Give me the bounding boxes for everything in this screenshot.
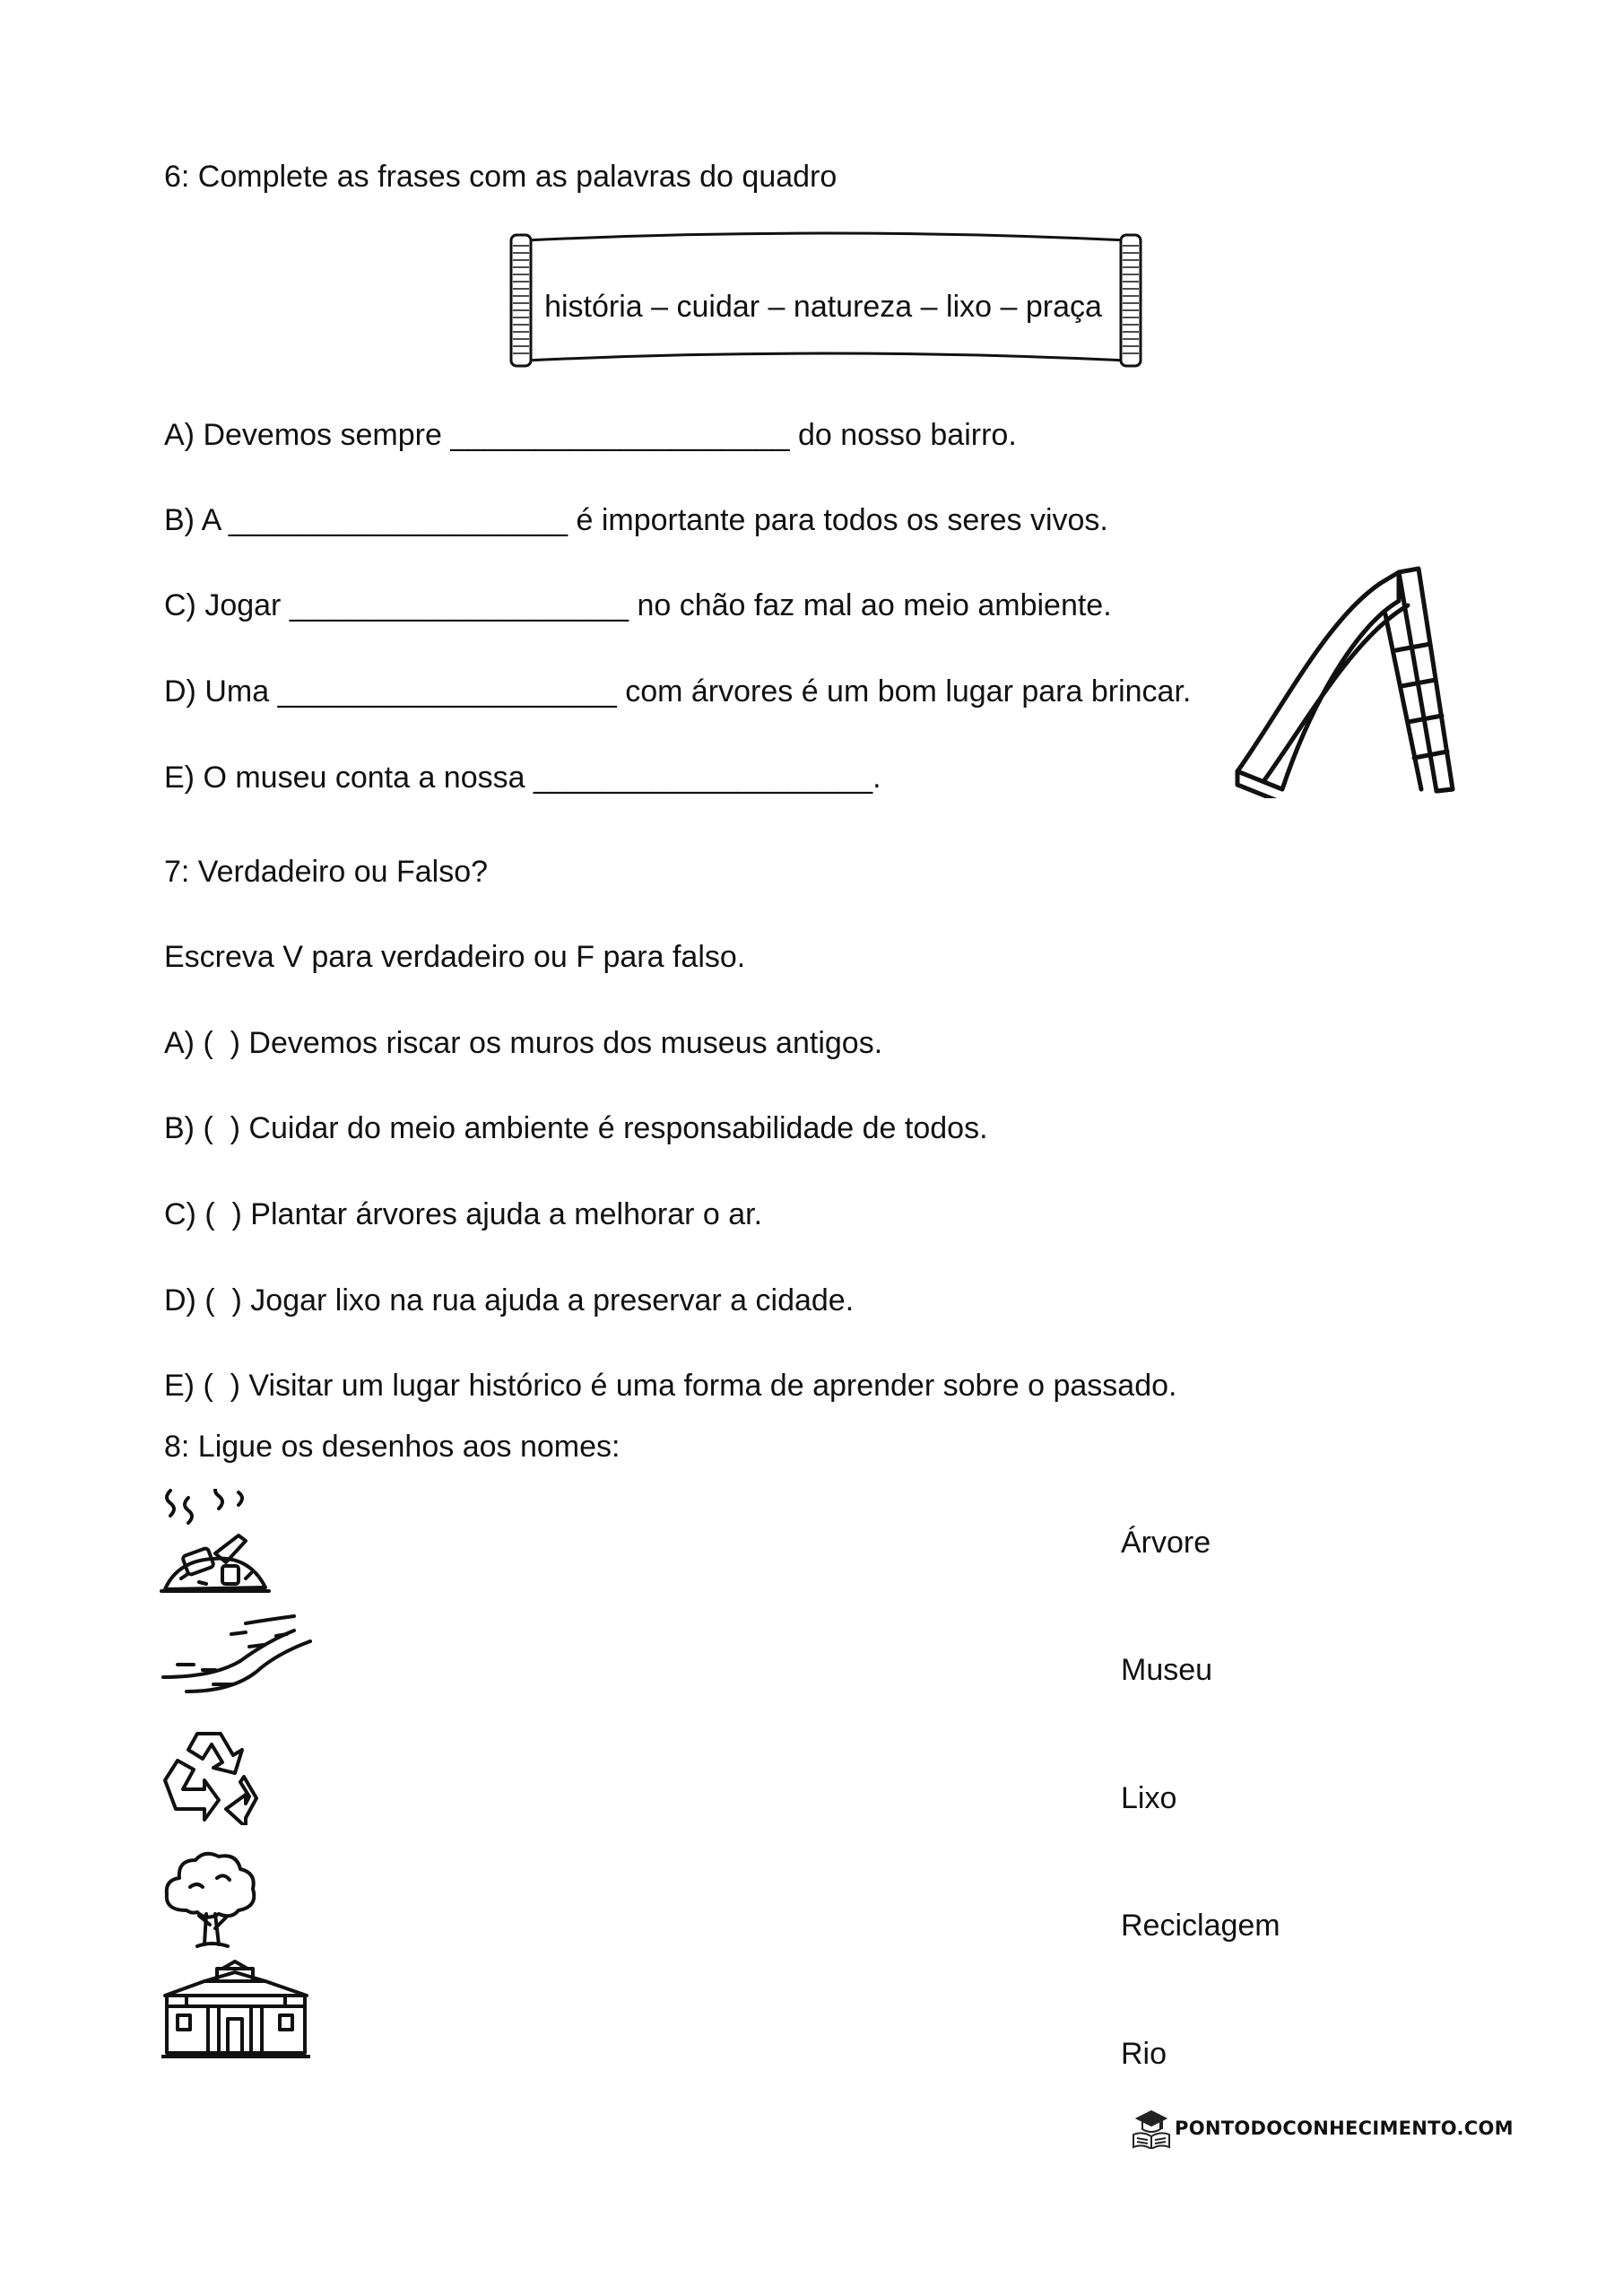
q8-name-4[interactable]: Reciclagem: [1121, 1909, 1280, 1943]
q6-heading: 6: Complete as frases com as palavras do quadro: [164, 160, 838, 194]
q8-name-3[interactable]: Lixo: [1121, 1781, 1177, 1815]
q6-item-c-blank[interactable]: ____________________: [289, 588, 629, 622]
book-graduation-cap-icon: [1132, 2108, 1171, 2149]
q8-name-5[interactable]: Rio: [1121, 2037, 1167, 2071]
q6-item-b-before: B) A: [164, 503, 229, 537]
q7-item-c[interactable]: C) ( ) Plantar árvores ajuda a melhorar o ar.: [164, 1197, 763, 1231]
q6-item-a-after: do nosso bairro.: [789, 418, 1017, 452]
q7-heading: 7: Verdadeiro ou Falso?: [164, 855, 489, 889]
q7-item-a[interactable]: A) ( ) Devemos riscar os muros dos museus antigos.: [164, 1026, 883, 1060]
q6-item-a: [164, 417, 1017, 453]
river-icon[interactable]: [160, 1614, 312, 1695]
q8-heading: 8: Ligue os desenhos aos nomes:: [164, 1430, 621, 1464]
museum-building-icon[interactable]: [160, 1960, 312, 2063]
tree-icon[interactable]: [160, 1848, 263, 1955]
garbage-pile-icon[interactable]: [160, 1489, 276, 1601]
site-logo[interactable]: [1132, 2106, 1514, 2151]
q6-item-c-before: C) Jogar: [164, 588, 290, 622]
q6-item-a-before: A) Devemos sempre: [164, 418, 451, 452]
q6-item-d-before: D) Uma: [164, 674, 278, 709]
q6-item-d-blank[interactable]: ____________________: [277, 674, 617, 709]
q7-item-e[interactable]: E) ( ) Visitar um lugar histórico é uma forma de aprender sobre o passado.: [164, 1369, 1177, 1403]
q6-item-b-blank[interactable]: ____________________: [228, 503, 568, 537]
word-box-banner: [500, 224, 1146, 377]
q6-item-b: [164, 502, 1108, 538]
q6-item-b-after: é importante para todos os seres vivos.: [568, 503, 1108, 537]
q7-item-b[interactable]: B) ( ) Cuidar do meio ambiente é responsabilidade de todos.: [164, 1111, 988, 1145]
recycle-icon[interactable]: [160, 1726, 263, 1825]
q7-instruction: Escreva V para verdadeiro ou F para falso.: [164, 940, 746, 974]
word-box-text: história – cuidar – natureza – lixo – praça: [544, 290, 1102, 324]
q8-name-2[interactable]: Museu: [1121, 1653, 1213, 1687]
q6-item-e: [164, 760, 881, 796]
q8-name-1[interactable]: Árvore: [1121, 1526, 1211, 1560]
site-name[interactable]: PONTODOCONHECIMENTO.COM: [1175, 2118, 1514, 2139]
q6-item-a-blank[interactable]: ____________________: [450, 418, 790, 452]
q6-item-e-before: E) O museu conta a nossa: [164, 761, 534, 795]
q6-item-c: [164, 587, 1112, 623]
q6-item-e-blank[interactable]: ____________________: [533, 761, 873, 795]
slide-icon: [1228, 565, 1480, 798]
q6-item-d: [164, 674, 1191, 709]
q6-item-e-after: .: [872, 761, 881, 795]
q7-item-d[interactable]: D) ( ) Jogar lixo na rua ajuda a preservar a cidade.: [164, 1283, 855, 1318]
q6-item-d-after: com árvores é um bom lugar para brincar.: [616, 674, 1192, 709]
q6-item-c-after: no chão faz mal ao meio ambiente.: [629, 588, 1112, 622]
